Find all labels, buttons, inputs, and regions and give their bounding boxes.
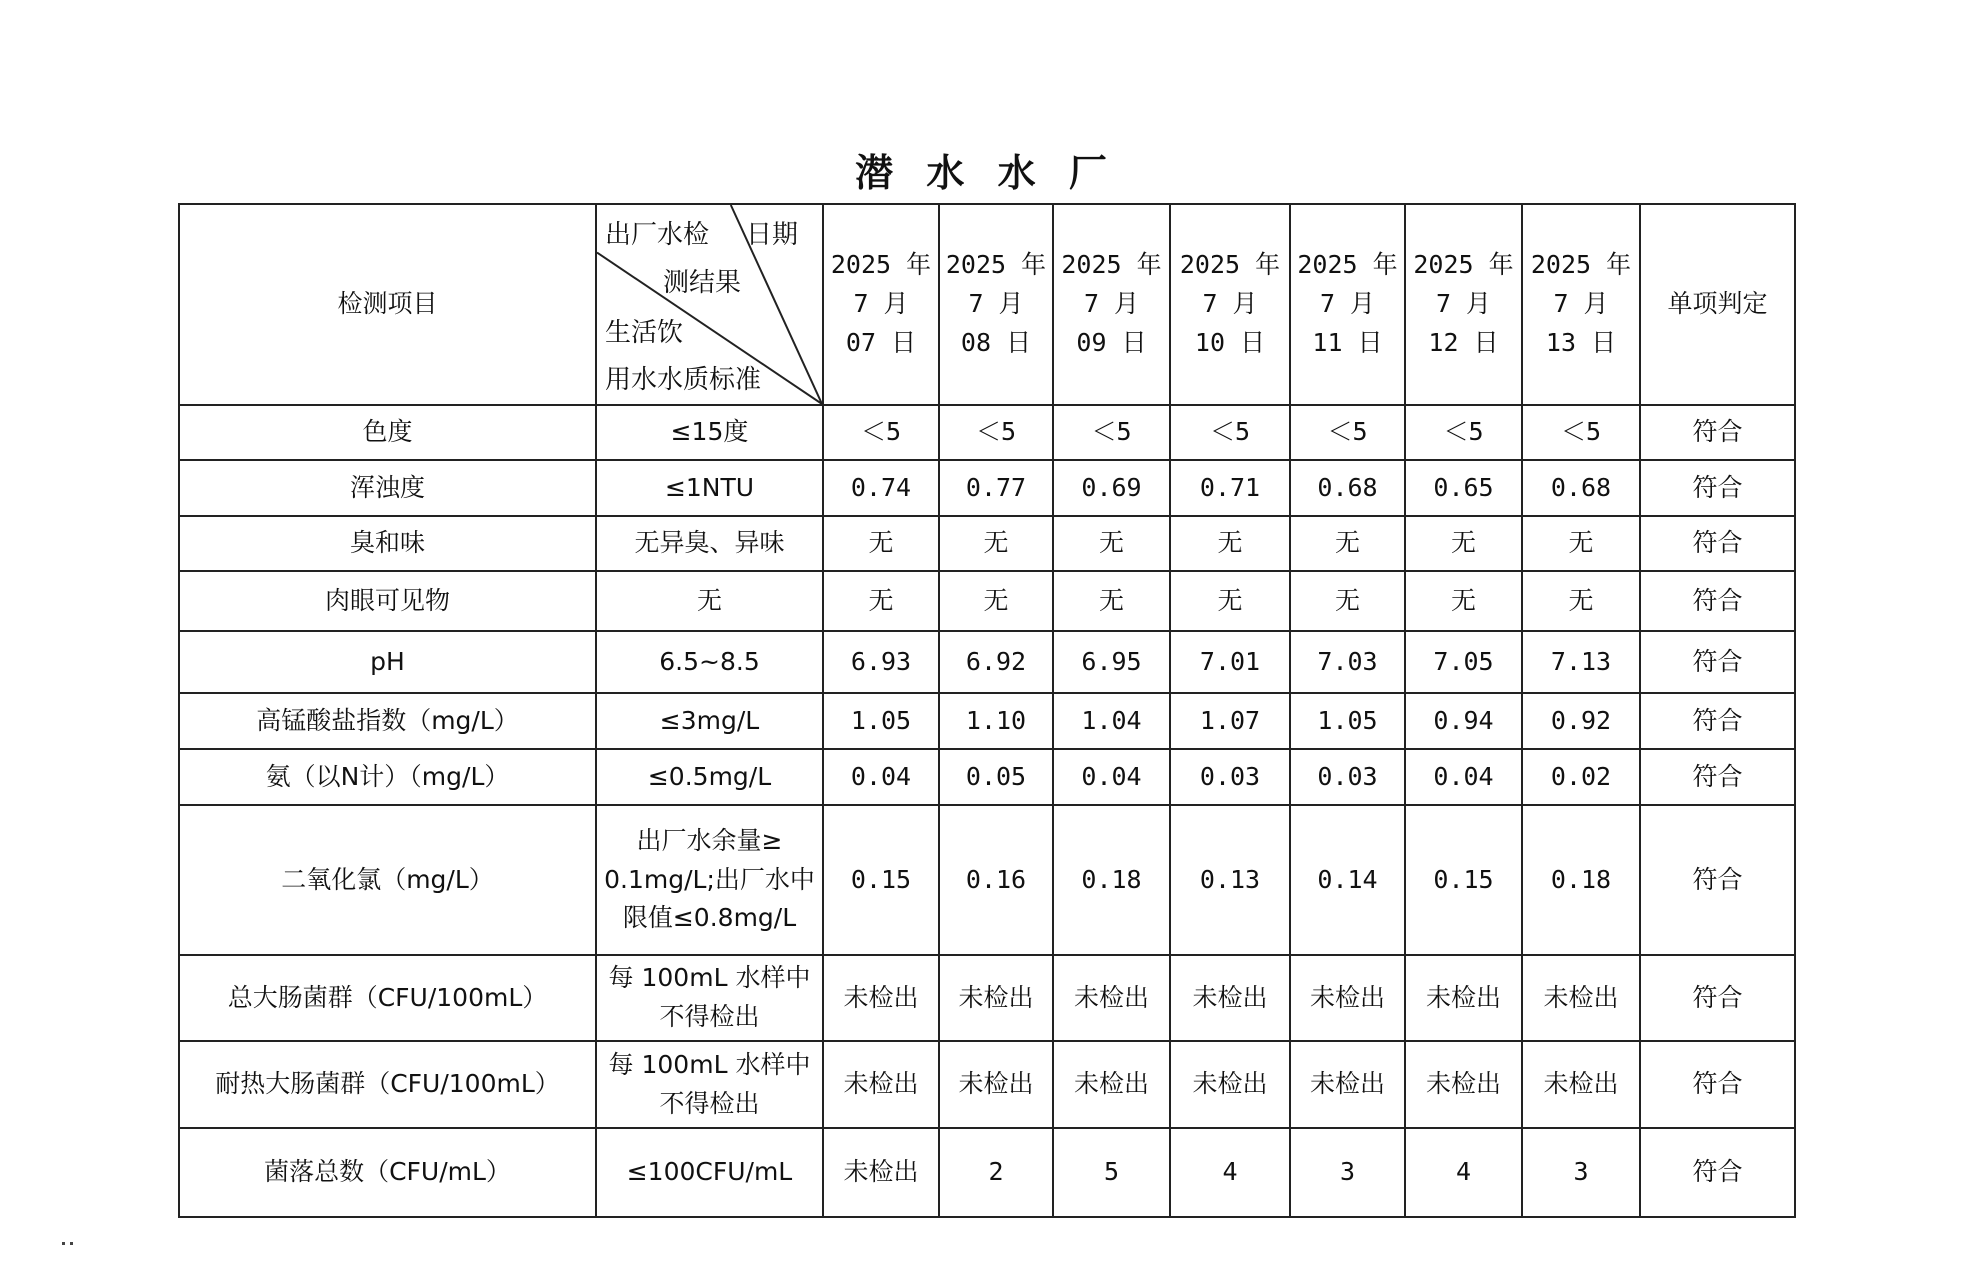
- date-header: 2025 年 7 月 12 日: [1405, 204, 1522, 405]
- result-cell: 0.03: [1290, 749, 1405, 805]
- result-cell: ＜5: [939, 405, 1053, 460]
- result-cell: 未检出: [1522, 1041, 1640, 1128]
- item-name: 二氧化氯（mg/L）: [179, 805, 596, 955]
- result-cell: 无: [1405, 571, 1522, 631]
- table-row: [179, 1041, 1795, 1128]
- standard-value: ≤15度: [596, 405, 823, 460]
- result-cell: 1.04: [1053, 693, 1170, 749]
- result-cell: 0.65: [1405, 460, 1522, 516]
- result-cell: 1.05: [1290, 693, 1405, 749]
- date-header: 2025 年 7 月 11 日: [1290, 204, 1405, 405]
- item-name: pH: [179, 631, 596, 693]
- result-cell: 无: [939, 516, 1053, 571]
- result-cell: 无: [1170, 516, 1290, 571]
- verdict-cell: 符合: [1640, 1128, 1795, 1217]
- header-item-label: 检测项目: [179, 204, 596, 405]
- table-row: [179, 516, 1795, 571]
- result-cell: 0.03: [1170, 749, 1290, 805]
- result-cell: 1.07: [1170, 693, 1290, 749]
- verdict-cell: 符合: [1640, 405, 1795, 460]
- result-cell: 3: [1522, 1128, 1640, 1217]
- standard-value: ≤100CFU/mL: [596, 1128, 823, 1217]
- result-cell: 7.01: [1170, 631, 1290, 693]
- standard-line: 不得检出: [659, 1002, 760, 1031]
- result-cell: 无: [1405, 516, 1522, 571]
- header-row: [179, 204, 1795, 405]
- result-cell: 无: [1522, 516, 1640, 571]
- item-name: 色度: [179, 405, 596, 460]
- standard-line: 不得检出: [659, 1088, 760, 1118]
- result-cell: 未检出: [1405, 955, 1522, 1041]
- table-row: [179, 460, 1795, 516]
- result-cell: 无: [1170, 571, 1290, 631]
- result-cell: 未检出: [1290, 1041, 1405, 1128]
- result-cell: 6.95: [1053, 631, 1170, 693]
- standard-value: 无异臭、异味: [596, 516, 823, 571]
- result-cell: 4: [1405, 1128, 1522, 1217]
- result-cell: 0.13: [1170, 805, 1290, 955]
- result-cell: 0.69: [1053, 460, 1170, 516]
- standard-value: [596, 805, 823, 955]
- table-row: [179, 1128, 1795, 1217]
- result-cell: 0.18: [1522, 805, 1640, 955]
- verdict-cell: 符合: [1640, 571, 1795, 631]
- result-cell: 未检出: [823, 1128, 939, 1217]
- result-cell: 0.04: [1053, 749, 1170, 805]
- verdict-cell: 符合: [1640, 805, 1795, 955]
- result-cell: 0.04: [823, 749, 939, 805]
- result-cell: 无: [1053, 516, 1170, 571]
- verdict-cell: 符合: [1640, 693, 1795, 749]
- result-cell: 未检出: [939, 1041, 1053, 1128]
- result-cell: 7.03: [1290, 631, 1405, 693]
- table-row: [179, 631, 1795, 693]
- date-header: 2025 年 7 月 13 日: [1522, 204, 1640, 405]
- result-cell: 未检出: [1170, 1041, 1290, 1128]
- result-cell: 0.68: [1290, 460, 1405, 516]
- verdict-cell: 符合: [1640, 749, 1795, 805]
- result-cell: 2: [939, 1128, 1053, 1217]
- result-cell: 6.92: [939, 631, 1053, 693]
- result-cell: 0.74: [823, 460, 939, 516]
- item-name: 菌落总数（CFU/mL）: [179, 1128, 596, 1217]
- item-name: 总大肠菌群（CFU/100mL）: [179, 955, 596, 1041]
- scan-speck: [62, 1242, 65, 1245]
- standard-line: 限值≤0.8mg/L: [622, 903, 797, 933]
- scan-speck: [70, 1242, 73, 1245]
- result-cell: ＜5: [1170, 405, 1290, 460]
- verdict-cell: 符合: [1640, 1041, 1795, 1128]
- result-cell: 1.05: [823, 693, 939, 749]
- item-name: 高锰酸盐指数（mg/L）: [179, 693, 596, 749]
- result-cell: 无: [823, 516, 939, 571]
- result-cell: 未检出: [1290, 955, 1405, 1041]
- item-name: 耐热大肠菌群（CFU/100mL）: [179, 1041, 596, 1128]
- result-cell: 0.92: [1522, 693, 1640, 749]
- corner-result-label-2: 测结果: [663, 268, 742, 298]
- header-verdict-label: 单项判定: [1640, 204, 1795, 405]
- date-header: 2025 年 7 月 07 日: [823, 204, 939, 405]
- result-cell: 0.05: [939, 749, 1053, 805]
- result-cell: 无: [1053, 571, 1170, 631]
- result-cell: 0.18: [1053, 805, 1170, 955]
- result-cell: 未检出: [1053, 955, 1170, 1041]
- result-cell: 0.15: [1405, 805, 1522, 955]
- result-cell: 0.77: [939, 460, 1053, 516]
- result-cell: 无: [1522, 571, 1640, 631]
- result-cell: 未检出: [1405, 1041, 1522, 1128]
- result-cell: 未检出: [1170, 955, 1290, 1041]
- result-cell: 0.02: [1522, 749, 1640, 805]
- result-cell: 0.71: [1170, 460, 1290, 516]
- result-cell: 3: [1290, 1128, 1405, 1217]
- standard-line: 每 100mL 水样中: [608, 1049, 811, 1079]
- verdict-cell: 符合: [1640, 516, 1795, 571]
- item-name: 肉眼可见物: [179, 571, 596, 631]
- result-cell: 0.94: [1405, 693, 1522, 749]
- corner-result-label-1: 出厂水检: [605, 220, 710, 250]
- standard-value: ≤3mg/L: [596, 693, 823, 749]
- result-cell: 未检出: [823, 1041, 939, 1128]
- corner-date-label: 日期: [746, 220, 799, 250]
- result-cell: 0.15: [823, 805, 939, 955]
- standard-value: ≤0.5mg/L: [596, 749, 823, 805]
- result-cell: 0.68: [1522, 460, 1640, 516]
- result-cell: 无: [823, 571, 939, 631]
- header-corner-cell: [596, 204, 823, 405]
- corner-std-label-2: 用水水质标准: [605, 365, 762, 395]
- result-cell: ＜5: [823, 405, 939, 460]
- result-cell: 6.93: [823, 631, 939, 693]
- standard-value: 6.5~8.5: [596, 631, 823, 693]
- item-name: 浑浊度: [179, 460, 596, 516]
- result-cell: ＜5: [1405, 405, 1522, 460]
- standard-line: 每 100mL 水样中: [608, 963, 811, 993]
- item-name: 臭和味: [179, 516, 596, 571]
- table-row: [179, 405, 1795, 460]
- standard-value: ≤1NTU: [596, 460, 823, 516]
- standard-value: 无: [596, 571, 823, 631]
- page-title: 潜 水 水 厂: [855, 151, 1117, 195]
- result-cell: 4: [1170, 1128, 1290, 1217]
- result-cell: 无: [1290, 571, 1405, 631]
- result-cell: 7.13: [1522, 631, 1640, 693]
- standard-line: 出厂水余量≥: [636, 825, 783, 855]
- table-row: [179, 571, 1795, 631]
- result-cell: ＜5: [1522, 405, 1640, 460]
- verdict-cell: 符合: [1640, 631, 1795, 693]
- standard-value: [596, 1041, 823, 1128]
- corner-std-label-1: 生活饮: [605, 318, 684, 348]
- result-cell: 未检出: [823, 955, 939, 1041]
- result-cell: 未检出: [1522, 955, 1640, 1041]
- result-cell: 无: [939, 571, 1053, 631]
- standard-value: [596, 955, 823, 1041]
- result-cell: 未检出: [1053, 1041, 1170, 1128]
- item-name: 氨（以N计）（mg/L）: [179, 749, 596, 805]
- result-cell: 无: [1290, 516, 1405, 571]
- table-row: [179, 955, 1795, 1041]
- verdict-cell: 符合: [1640, 460, 1795, 516]
- water-quality-table: [178, 203, 1796, 1218]
- result-cell: ＜5: [1053, 405, 1170, 460]
- table-row: [179, 749, 1795, 805]
- result-cell: 0.16: [939, 805, 1053, 955]
- date-header: 2025 年 7 月 10 日: [1170, 204, 1290, 405]
- result-cell: 未检出: [939, 955, 1053, 1041]
- result-cell: 7.05: [1405, 631, 1522, 693]
- date-header: 2025 年 7 月 09 日: [1053, 204, 1170, 405]
- result-cell: ＜5: [1290, 405, 1405, 460]
- date-header: 2025 年 7 月 08 日: [939, 204, 1053, 405]
- table-row: [179, 693, 1795, 749]
- result-cell: 0.04: [1405, 749, 1522, 805]
- table-row: [179, 805, 1795, 955]
- standard-line: 0.1mg/L;出厂水中: [604, 864, 815, 894]
- result-cell: 5: [1053, 1128, 1170, 1217]
- verdict-cell: 符合: [1640, 955, 1795, 1041]
- result-cell: 0.14: [1290, 805, 1405, 955]
- result-cell: 1.10: [939, 693, 1053, 749]
